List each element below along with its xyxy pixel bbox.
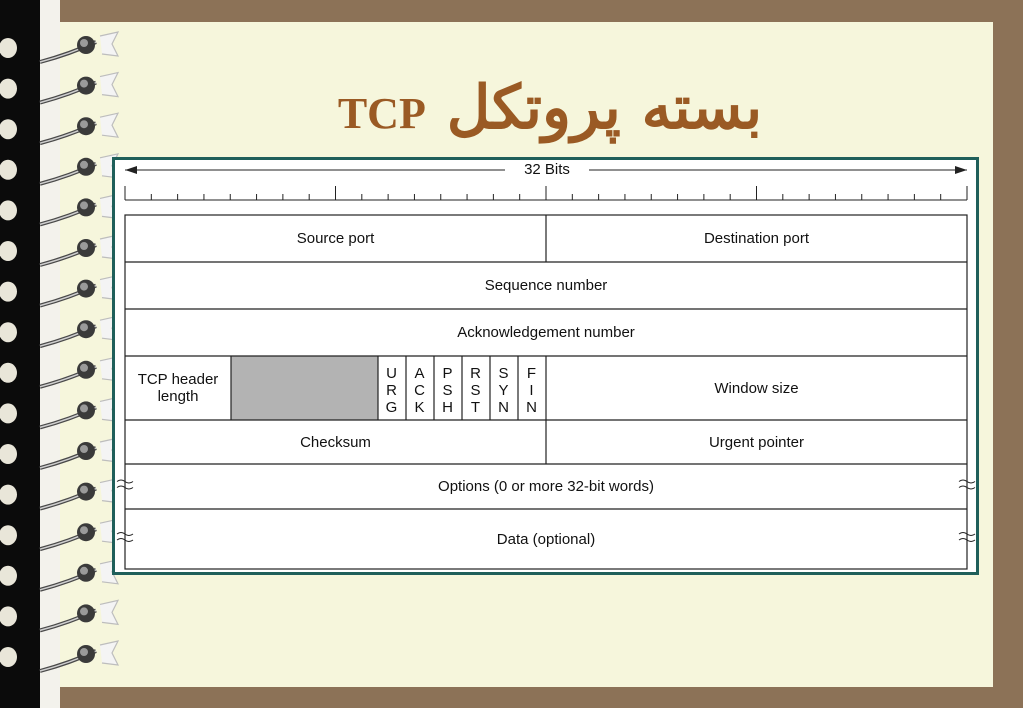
ring-eyelet-shine — [80, 120, 88, 128]
ring-eyelet-shine — [80, 201, 88, 209]
flag-letter: S — [498, 364, 509, 382]
spiral-ring-icon — [0, 73, 118, 103]
checksum-field: Checksum — [300, 433, 371, 451]
ring-eyelet-shine — [80, 323, 88, 331]
flag-cell — [434, 358, 461, 422]
spiral-ring-icon — [0, 316, 118, 346]
ring-eyelet-shine — [80, 404, 88, 412]
spiral-ring-icon — [0, 600, 118, 630]
ring-hole — [0, 160, 17, 180]
ring-hole — [0, 444, 17, 464]
arrowhead-left — [125, 166, 137, 174]
ring-eyelet-shine — [80, 39, 88, 47]
flag-letter: H — [442, 398, 453, 416]
ring-eyelet-shine — [80, 242, 88, 250]
ring-eyelet-shine — [80, 648, 88, 656]
flag-letter: S — [442, 381, 453, 399]
ring-hole — [0, 200, 17, 220]
ring-eyelet-shine — [80, 161, 88, 169]
ring-eyelet-shine — [80, 283, 88, 291]
urgent-pointer-field: Urgent pointer — [708, 433, 805, 451]
flag-letter: N — [498, 398, 509, 416]
flag-letter: U — [386, 364, 397, 382]
spiral-ring-icon — [0, 641, 118, 671]
flag-cell — [490, 358, 517, 422]
flag-letter: P — [442, 364, 453, 382]
ring-hole — [0, 79, 17, 99]
flag-letter: T — [470, 398, 481, 416]
flag-cell — [378, 358, 405, 422]
flag-letter: R — [386, 381, 397, 399]
flag-cell — [462, 358, 489, 422]
flag-letter: I — [529, 381, 534, 399]
spiral-ring-icon — [0, 479, 118, 509]
ring-hole — [0, 119, 17, 139]
ring-eyelet-shine — [80, 364, 88, 372]
options-field: Options (0 or more 32-bit words) — [438, 478, 654, 495]
ring-hole — [0, 525, 17, 545]
title-latin: TCP — [337, 89, 426, 138]
sequence-number-field: Sequence number — [484, 277, 608, 294]
spiral-ring-icon — [0, 519, 118, 549]
ring-hole — [0, 606, 17, 626]
binder-rings — [0, 0, 130, 708]
flag-letter: R — [470, 364, 481, 382]
flag-letter: N — [526, 398, 537, 416]
title-persian: بسته پروتکل — [446, 73, 763, 143]
spiral-ring-icon — [0, 194, 118, 224]
source-port-field: Source port — [296, 230, 375, 247]
data-field: Data (optional) — [496, 530, 596, 548]
spiral-ring-icon — [0, 276, 118, 306]
reserved-bits — [231, 356, 378, 420]
ring-hole — [0, 647, 17, 667]
flag-letter: F — [526, 364, 537, 382]
flag-letter: S — [470, 381, 481, 399]
spiral-ring-icon — [0, 397, 118, 427]
ring-hole — [0, 322, 17, 342]
flag-cell — [406, 358, 433, 422]
ring-clip — [100, 73, 118, 97]
flag-letter: Y — [498, 381, 509, 399]
destination-port-field: Destination port — [703, 230, 810, 247]
ring-hole — [0, 485, 17, 505]
ring-hole — [0, 363, 17, 383]
ring-clip — [100, 600, 118, 624]
spiral-ring-icon — [0, 154, 118, 184]
spiral-ring-icon — [0, 235, 118, 265]
ring-eyelet-shine — [80, 567, 88, 575]
window-size-field: Window size — [714, 379, 799, 397]
ack-number-field: Acknowledgement number — [457, 324, 635, 341]
flag-letter: G — [385, 398, 398, 416]
flag-letter: C — [414, 381, 425, 399]
ring-hole — [0, 38, 17, 58]
ring-hole — [0, 403, 17, 423]
ring-eyelet-shine — [80, 80, 88, 88]
slide-title — [200, 62, 900, 154]
ring-hole — [0, 282, 17, 302]
ring-clip — [100, 32, 118, 56]
ring-hole — [0, 566, 17, 586]
spiral-ring-icon — [0, 32, 118, 62]
ring-clip — [100, 641, 118, 665]
spiral-ring-icon — [0, 357, 118, 387]
flag-letter: A — [414, 364, 425, 382]
bits-width-label: 32 Bits — [505, 160, 589, 180]
ring-eyelet-shine — [80, 526, 88, 534]
ring-hole — [0, 241, 17, 261]
tcp-header-diagram — [112, 157, 979, 575]
flag-cell — [518, 358, 545, 422]
spiral-ring-icon — [0, 438, 118, 468]
spiral-ring-icon — [0, 113, 118, 143]
ring-eyelet-shine — [80, 486, 88, 494]
arrowhead-right — [955, 166, 967, 174]
ring-clip — [100, 113, 118, 137]
flag-letter: K — [414, 398, 425, 416]
ring-eyelet-shine — [80, 607, 88, 615]
header-length-field: TCP header length — [137, 371, 219, 405]
spiral-ring-icon — [0, 560, 118, 590]
ring-eyelet-shine — [80, 445, 88, 453]
